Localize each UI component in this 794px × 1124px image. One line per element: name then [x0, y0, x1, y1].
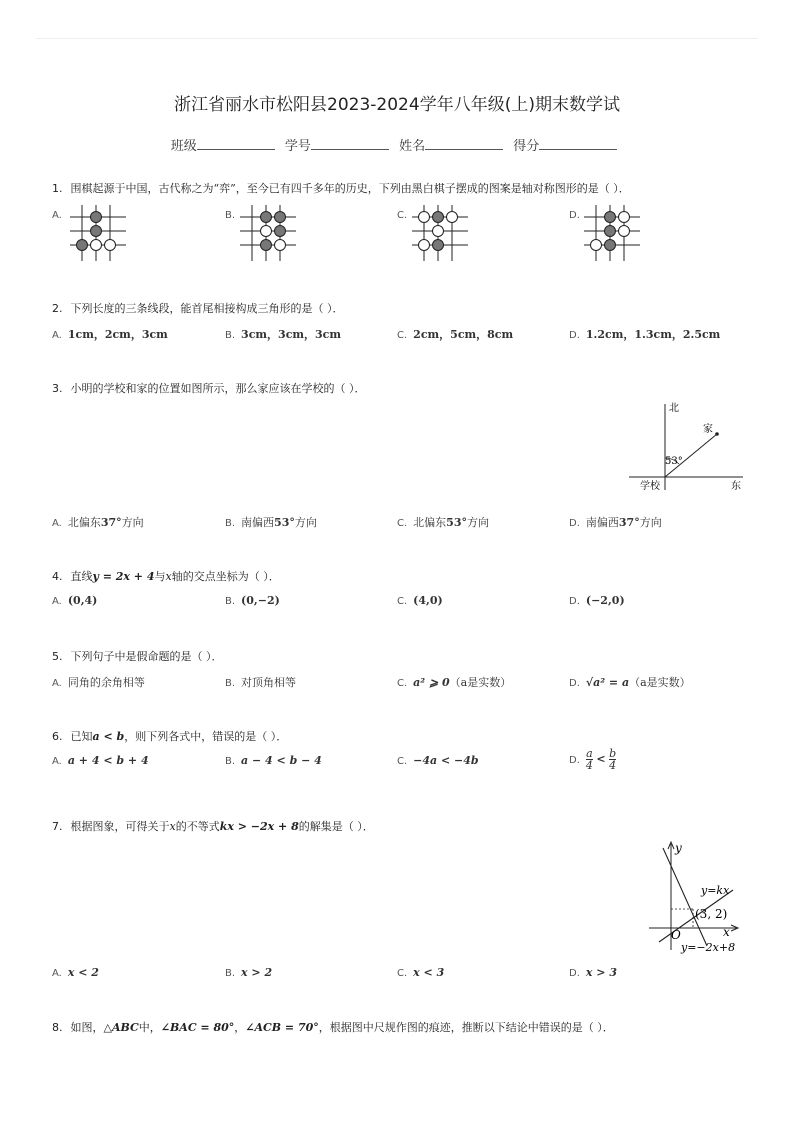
option-text: 1.2cm，1.3cm，2.5cm: [585, 328, 721, 341]
option-label: D.: [569, 754, 580, 766]
question-mid: 与: [154, 570, 166, 583]
question-1: [52, 180, 630, 196]
option-text: −4a < −4b: [413, 754, 479, 767]
question-text-1: 中，: [138, 1021, 161, 1034]
option-text: a + 4 < b + 4: [67, 754, 149, 767]
q3-option-d[interactable]: [569, 514, 662, 530]
name-blank[interactable]: [425, 137, 503, 150]
option-pre: 北偏东: [413, 516, 447, 529]
q3-option-b[interactable]: [225, 514, 317, 530]
q7-option-c[interactable]: [397, 966, 444, 979]
question-4: [52, 568, 280, 584]
question-2: [52, 300, 344, 316]
question-pre: 直线: [70, 570, 93, 583]
option-text: x < 2: [67, 966, 99, 979]
option-label: D.: [569, 678, 580, 689]
option-label: A.: [52, 678, 62, 689]
q2-option-a[interactable]: [52, 326, 168, 342]
question-3: [52, 380, 366, 396]
question-post: ，则下列各式中，错误的是（ ）．: [124, 730, 288, 743]
option-label: C.: [397, 756, 408, 767]
option-label: B.: [225, 756, 236, 767]
fraction-b-over-4: [609, 748, 616, 771]
name-label: 姓名: [399, 139, 426, 154]
fraction-a-over-4: [586, 748, 593, 771]
north-label: 北: [669, 403, 679, 414]
option-text: x > 2: [241, 966, 273, 979]
option-pre: 南偏西: [585, 516, 619, 529]
option-label: A.: [52, 330, 62, 341]
less-than-sign: <: [596, 752, 606, 766]
option-text: (4,0): [413, 594, 443, 607]
question-text: 下列长度的三条线段，能首尾相接构成三角形的是（ ）．: [70, 302, 344, 315]
q7-option-d[interactable]: [569, 966, 617, 979]
option-post: 方向: [639, 516, 662, 529]
option-text: (0,−2): [241, 594, 280, 607]
option-label: A.: [52, 210, 62, 221]
option-post: 方向: [121, 516, 144, 529]
option-text: a − 4 < b − 4: [241, 754, 322, 767]
q4-option-c[interactable]: [397, 594, 443, 607]
q2-option-d[interactable]: [569, 326, 720, 342]
option-post: 方向: [466, 516, 489, 529]
question-text: 小明的学校和家的位置如图所示，那么家应该在学校的（ ）．: [70, 382, 366, 395]
question-pre: 如图，: [70, 1021, 104, 1034]
option-value: 53°: [446, 516, 467, 529]
angle-label: 53°: [665, 456, 683, 467]
option-label: B.: [225, 678, 236, 689]
line-kx-label: y=kx: [701, 884, 730, 897]
option-label: A.: [52, 596, 62, 607]
q1-option-a[interactable]: [52, 208, 68, 221]
intersection-label: (3, 2): [695, 907, 728, 921]
question-math-angle-bac: ∠BAC = 80°: [160, 1021, 235, 1034]
home-label: 家: [703, 424, 713, 435]
q7-option-b[interactable]: [225, 966, 272, 979]
option-label: B.: [225, 210, 236, 221]
option-label: C.: [397, 596, 408, 607]
option-pre: 南偏西: [241, 516, 275, 529]
q5-option-a[interactable]: [52, 674, 145, 690]
question-var: x: [169, 820, 176, 833]
q4-option-b[interactable]: [225, 594, 280, 607]
q5-option-b[interactable]: [225, 674, 296, 690]
option-label: D.: [569, 330, 580, 341]
option-label: B.: [225, 596, 236, 607]
question-pre: 已知: [70, 730, 93, 743]
q3-option-a[interactable]: [52, 514, 144, 530]
east-label: 东: [731, 481, 741, 492]
q6-option-b[interactable]: [225, 754, 322, 767]
question-math-triangle: △ABC: [103, 1021, 139, 1034]
numerator: a: [586, 747, 593, 760]
question-post: ，根据图中尺规作图的痕迹，推断以下结论中错误的是（ ）．: [318, 1021, 614, 1034]
option-math: a² ⩾ 0: [413, 676, 450, 689]
option-label: D.: [569, 518, 580, 529]
option-text: x > 3: [585, 966, 617, 979]
option-label: C.: [397, 678, 408, 689]
question-pre: 根据图象，可得关于: [70, 820, 170, 833]
option-label: B.: [225, 518, 236, 529]
student-id-label: 学号: [284, 139, 311, 154]
option-label: C.: [397, 968, 408, 979]
option-label: D.: [569, 968, 580, 979]
question-number: 5.: [52, 650, 63, 663]
direction-figure: [625, 398, 750, 493]
option-text: x < 3: [413, 966, 445, 979]
y-axis-label: y: [675, 841, 682, 855]
q3-option-c[interactable]: [397, 514, 489, 530]
option-pre: 北偏东: [67, 516, 101, 529]
question-number: 1.: [52, 182, 63, 195]
question-number: 7.: [52, 820, 63, 833]
question-5: [52, 648, 223, 664]
option-note: （a是实数）: [629, 676, 691, 689]
class-blank[interactable]: [197, 137, 275, 150]
score-label: 得分: [513, 139, 540, 154]
x-axis-label: x: [723, 925, 730, 939]
option-label: A.: [52, 968, 62, 979]
student-id-blank[interactable]: [311, 137, 389, 150]
option-value: 37°: [100, 516, 122, 529]
q2-option-c[interactable]: [397, 326, 513, 342]
option-label: C.: [397, 210, 408, 221]
function-graph: [645, 838, 745, 958]
question-math: y = 2x + 4: [92, 570, 155, 583]
q5-option-d[interactable]: [569, 674, 691, 690]
option-text: (0,4): [67, 594, 98, 607]
question-math: a < b: [92, 730, 125, 743]
q6-option-c[interactable]: [397, 754, 479, 767]
question-text: 下列句子中是假命题的是（ ）．: [70, 650, 223, 663]
class-label: 班级: [170, 139, 197, 154]
question-math-angle-acb: ∠ACB = 70°: [245, 1021, 319, 1034]
question-post: 轴的交点坐标为（ ）．: [171, 570, 280, 583]
denominator: 4: [609, 759, 617, 772]
school-label: 学校: [640, 481, 660, 492]
option-value: 37°: [618, 516, 640, 529]
question-6: [52, 728, 287, 744]
question-7: [52, 818, 374, 834]
question-8: [52, 1019, 614, 1035]
q7-option-a[interactable]: [52, 966, 99, 979]
question-text-2: ，: [234, 1021, 246, 1034]
student-info-line: [0, 135, 794, 154]
q5-option-c[interactable]: [397, 674, 511, 690]
question-number: 2.: [52, 302, 63, 315]
option-label: A.: [52, 756, 62, 767]
numerator: b: [609, 747, 617, 760]
denominator: 4: [585, 759, 593, 772]
question-math: kx > −2x + 8: [219, 820, 299, 833]
option-text: 对顶角相等: [241, 676, 297, 689]
option-label: B.: [225, 330, 236, 341]
option-text: 3cm，3cm，3cm: [241, 328, 342, 341]
option-math: √a² = a: [585, 676, 630, 689]
score-blank[interactable]: [539, 137, 617, 150]
question-number: 6.: [52, 730, 63, 743]
option-text: 1cm，2cm，3cm: [67, 328, 168, 341]
option-label: A.: [52, 518, 62, 529]
option-post: 方向: [294, 516, 317, 529]
go-board-c-icon: [410, 203, 470, 263]
question-number: 4.: [52, 570, 63, 583]
option-label: C.: [397, 518, 408, 529]
top-divider: [36, 38, 758, 39]
question-mid: 的不等式: [175, 820, 220, 833]
origin-label: O: [671, 928, 681, 942]
question-text: 围棋起源于中国，古代称之为“弈”，至今已有四千多年的历史，下列由黑白棋子摆成的图案是轴对称图形的是（ ）．: [70, 182, 630, 195]
q6-option-d[interactable]: [569, 748, 616, 771]
page-title: 浙江省丽水市松阳县2023-2024学年八年级(上)期末数学试: [174, 95, 620, 115]
option-label: D.: [569, 596, 580, 607]
option-label: B.: [225, 968, 236, 979]
q6-option-a[interactable]: [52, 754, 149, 767]
go-board-b-icon: [238, 203, 298, 263]
option-text: 同角的余角相等: [67, 676, 145, 689]
question-var: x: [165, 570, 172, 583]
q4-option-a[interactable]: [52, 594, 97, 607]
go-board-d-icon: [582, 203, 642, 263]
option-text: 2cm，5cm，8cm: [413, 328, 514, 341]
question-number: 3.: [52, 382, 63, 395]
option-note: （a是实数）: [449, 676, 512, 689]
q2-option-b[interactable]: [225, 326, 341, 342]
option-value: 53°: [274, 516, 295, 529]
q4-option-d[interactable]: [569, 594, 625, 607]
question-number: 8.: [52, 1021, 63, 1034]
line-neg2x8-label: y=−2x+8: [681, 941, 736, 954]
go-board-a-icon: [68, 203, 128, 263]
option-label: C.: [397, 330, 408, 341]
option-label: D.: [569, 210, 580, 221]
question-post: 的解集是（ ）．: [298, 820, 374, 833]
option-text: (−2,0): [585, 594, 625, 607]
